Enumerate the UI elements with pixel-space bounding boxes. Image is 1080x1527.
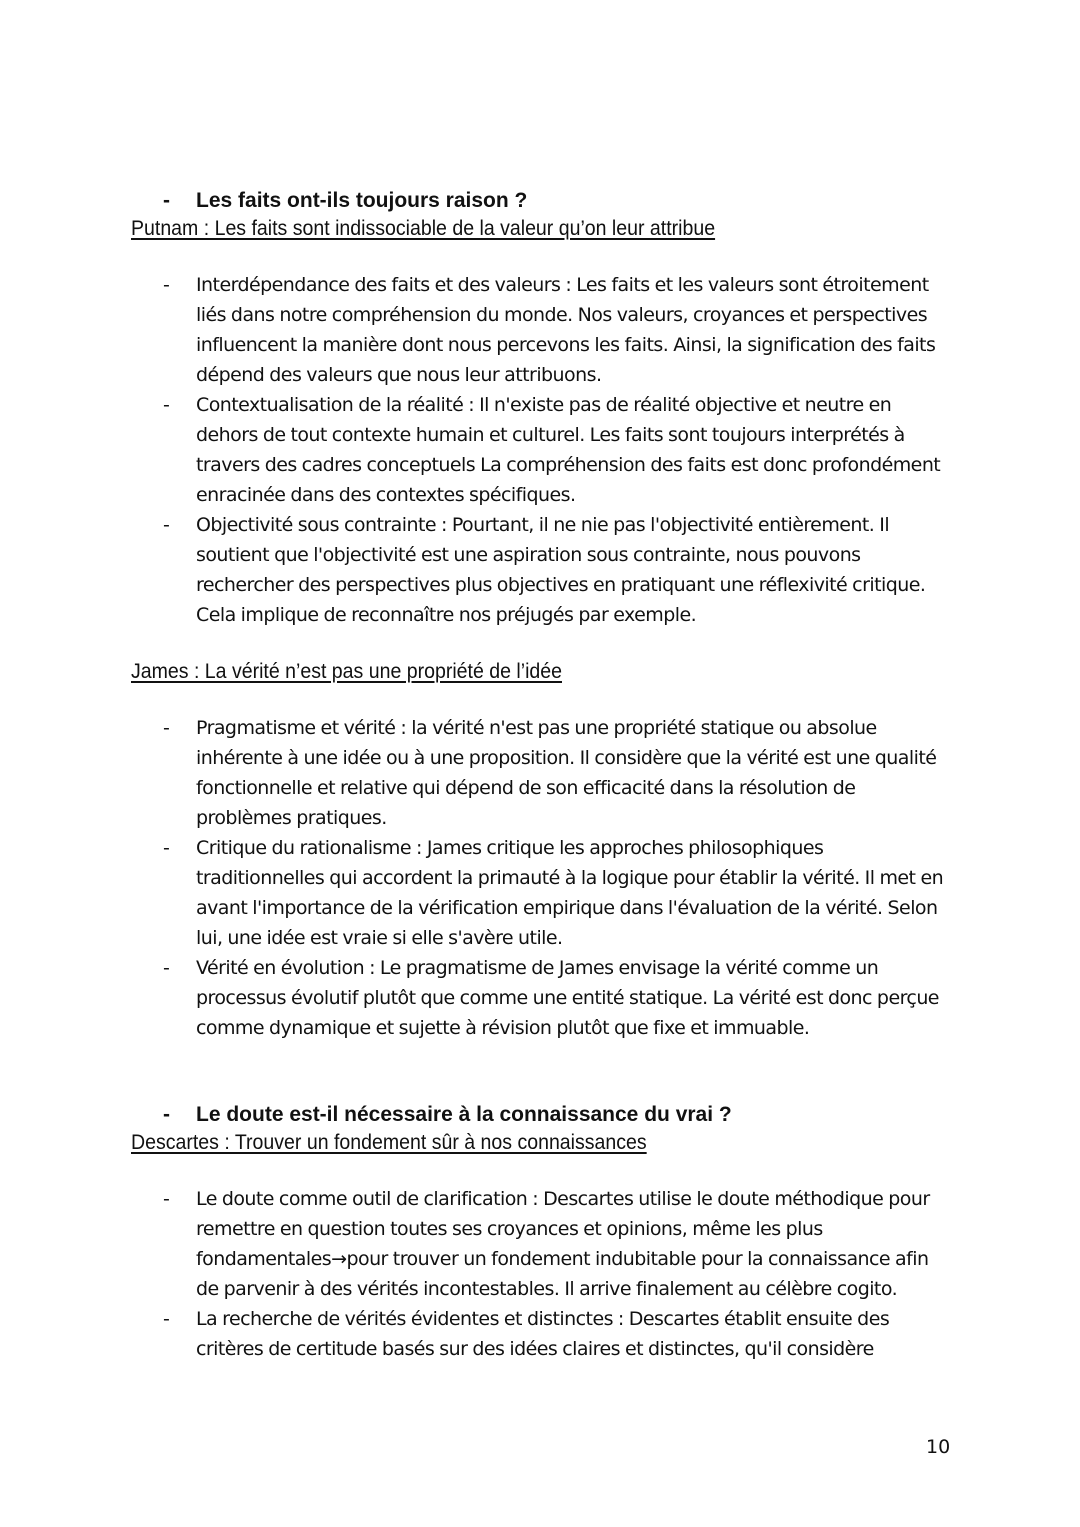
bullet-dash: - [163, 514, 170, 536]
bullet-dash: - [163, 394, 170, 416]
item-text: La recherche de vérités évidentes et distinctes : Descartes établit ensuite des critères de certitude basés sur des idées claires et distinctes, qu'il considère [196, 1308, 890, 1360]
item-text: Interdépendance des faits et des valeurs : Les faits et les valeurs sont étroitement liés dans notre compréhension du monde. Nos valeurs, croyances et perspectives influencent la manière dont nous percevons les faits. Ainsi, la signification des faits dépend des valeurs que nous leur attribuons. [196, 274, 936, 386]
item-text: Pragmatisme et vérité : la vérité n'est pas une propriété statique ou absolue inhérente à une idée ou à une proposition. Il considère que la vérité est une qualité fonctionnelle et relative qui dépend de son efficacité dans la résolution de problèmes pratiques. [196, 717, 937, 829]
list-item [163, 953, 953, 1043]
list-item [163, 833, 953, 953]
bullet-dash: - [163, 1188, 170, 1210]
bullet-dash: - [163, 1308, 170, 1330]
list-item [163, 390, 953, 510]
page-number: 10 [926, 1436, 951, 1458]
list-james [163, 713, 953, 1043]
subheading-descartes: Descartes : Trouver un fondement sûr à nos connaissances [131, 1131, 647, 1154]
item-text: Vérité en évolution : Le pragmatisme de James envisage la vérité comme un processus évolutif plutôt que comme une entité statique. La vérité est donc perçue comme dynamique et sujette à révision plutôt que fixe et immuable. [196, 957, 939, 1039]
list-item [163, 510, 953, 630]
heading-text: Les faits ont-ils toujours raison ? [196, 189, 528, 212]
bullet-dash: - [163, 189, 170, 212]
item-text: Objectivité sous contrainte : Pourtant, il ne nie pas l'objectivité entièrement. Il soutient que l'objectivité est une aspiration sous contrainte, nous pouvons rechercher des perspectives plus objectives en pratiquant une réflexivité critique. Cela implique de reconnaître nos préjugés par exemple. [196, 514, 926, 626]
item-text: Contextualisation de la réalité : Il n'existe pas de réalité objective et neutre en dehors de tout contexte humain et culturel. Les faits sont toujours interprétés à travers des cadres conceptuels La compréhension des faits est donc profondément enracinée dans des contextes spécifiques. [196, 394, 941, 506]
section-heading-faits [163, 188, 527, 214]
bullet-dash: - [163, 274, 170, 296]
list-item [163, 1184, 953, 1304]
bullet-dash: - [163, 717, 170, 739]
section-heading-doute [163, 1102, 732, 1128]
list-item [163, 1304, 953, 1364]
bullet-dash: - [163, 837, 170, 859]
list-descartes [163, 1184, 953, 1364]
list-putnam [163, 270, 953, 630]
item-text: Le doute comme outil de clarification : Descartes utilise le doute méthodique pour remettre en question toutes ses croyances et opinions, même les plus fondamentales→pour trouver un fondement indubitable pour la connaissance afin de parvenir à des vérités incontestables. Il arrive finalement au célèbre cogito. [196, 1188, 930, 1300]
list-item [163, 713, 953, 833]
item-text: Critique du rationalisme : James critique les approches philosophiques traditionnelles qui accordent la primauté à la logique pour établir la vérité. Il met en avant l'importance de la vérification empirique dans l'évaluation de la vérité. Selon lui, une idée est vraie si elle s'avère utile. [196, 837, 944, 949]
subheading-james: James : La vérité n’est pas une propriété de l’idée [131, 660, 562, 683]
bullet-dash: - [163, 957, 170, 979]
bullet-dash: - [163, 1103, 170, 1126]
list-item [163, 270, 953, 390]
heading-text: Le doute est-il nécessaire à la connaissance du vrai ? [196, 1103, 732, 1126]
subheading-putnam: Putnam : Les faits sont indissociable de la valeur qu’on leur attribue [131, 217, 716, 240]
